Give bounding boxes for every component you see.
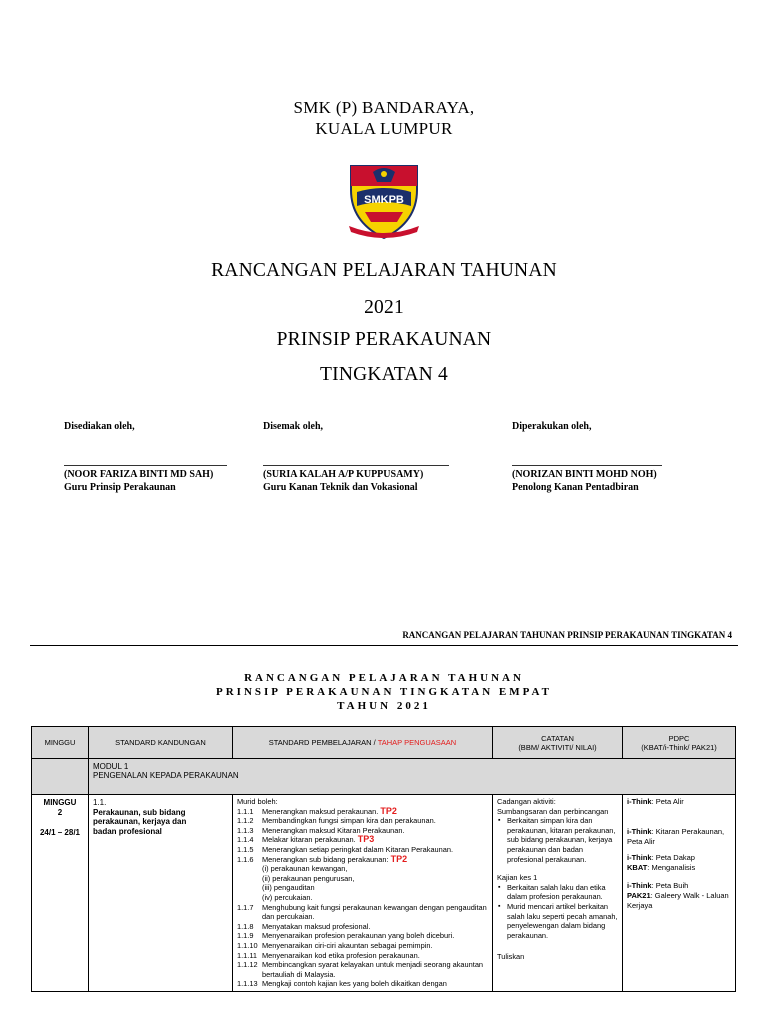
- sp-item: [237, 893, 488, 903]
- sp-desc: Menerangkan maksud perakaunan. TP2: [262, 805, 397, 816]
- doc-form: TINGKATAN 4: [320, 364, 448, 385]
- school-name-line2: KUALA LUMPUR: [315, 119, 453, 138]
- catatan-bullet: ▪ Murid mencari artikel berkaitan salah laku seperti pecah amanah, penyelewengan dalam bidang perakaunan.: [497, 902, 618, 940]
- catatan-kajian: Kajian kes 1: [497, 873, 538, 883]
- catatan-bullet: ▪ Berkaitan simpan kira dan perakaunan, kitaran perakaunan, sub bidang perakaunan, kerjaya perakaunan dan badan profesional perakaunan.: [497, 816, 618, 864]
- catatan-bullet: ▪ Berkaitan salah laku dan etika dalam profesion perakaunan.: [497, 883, 618, 902]
- signature-post: Guru Kanan Teknik dan Vokasional: [263, 482, 418, 493]
- signature-post: Guru Prinsip Perakaunan: [64, 482, 176, 493]
- sp-code: 1.1.10: [237, 940, 258, 950]
- signature-line: [512, 465, 662, 466]
- sp-code: 1.1.12: [237, 960, 258, 970]
- sp-code: 1.1.4: [237, 835, 254, 845]
- sk-text: Perakaunan, sub bidang perakaunan, kerjaya dan badan profesional: [93, 807, 187, 836]
- doc-year: 2021: [364, 297, 404, 318]
- catatan-tail: Tuliskan: [497, 952, 525, 962]
- table-header-row: [32, 727, 736, 759]
- catatan-intro2: Sumbangsaran dan perbincangan: [497, 806, 609, 816]
- week-dates: 24/1 – 28/1: [39, 828, 81, 837]
- sp-code: 1.1.2: [237, 816, 254, 826]
- pdpc-header-l1: PDPC: [668, 733, 690, 743]
- tahap-penguasaan-badge: TP2: [380, 805, 397, 816]
- signature-name: (NORIZAN BINTI MOHD NOH): [512, 469, 657, 480]
- sp-desc: Membincangkan syarat kelayakan untuk menjadi seorang akauntan bertauliah di Malaysia.: [262, 960, 484, 979]
- sk-number: 1.1.: [93, 798, 107, 807]
- signature-name: (SURIA KALAH A/P KUPPUSAMY): [263, 469, 424, 480]
- sp-desc: Menerangkan setiap peringkat dalam Kitaran Perakaunan.: [262, 844, 454, 854]
- sp-item: [237, 845, 488, 855]
- doc-title: RANCANGAN PELAJARAN TAHUNAN: [211, 260, 557, 281]
- pdpc-item: i-Think: Peta Alir: [627, 797, 684, 806]
- module-label: MODUL 1: [93, 762, 129, 771]
- module-cell: [89, 759, 736, 795]
- sp-desc: Menyenaraikan ciri-ciri akauntan sebagai pemimpin.: [262, 940, 433, 950]
- sp-desc: Menyenaraikan profesion perakaunan yang boleh diceburi.: [262, 931, 455, 941]
- catatan-header-l2: (BBM/ AKTIVITI/ NILAI): [518, 742, 597, 752]
- tahap-penguasaan-badge: TP2: [390, 853, 408, 864]
- signature-role: Diperakukan oleh,: [512, 421, 592, 432]
- sp-desc: (ii) perakaunan pengurusan,: [262, 873, 355, 883]
- sp-item: [237, 883, 488, 893]
- week-number: 2: [57, 808, 63, 817]
- sp-item: [237, 979, 488, 989]
- sp-desc: (i) perakaunan kewangan,: [262, 864, 348, 874]
- sp-item: [237, 951, 488, 961]
- module-row-blank: [32, 759, 89, 795]
- pdpc-item: i-Think: Peta Buih: [627, 881, 689, 890]
- sp-desc: Menyenaraikan kod etika profesion perakaunan.: [262, 950, 420, 960]
- sp-code: [237, 864, 262, 874]
- sp-code: 1.1.7: [237, 902, 254, 912]
- sp-code: 1.1.1: [237, 806, 254, 816]
- sp-header-text: STANDARD PEMBELAJARAN /: [268, 738, 378, 747]
- sp-item: [237, 835, 488, 845]
- sp-desc: Menyatakan maksud profesional.: [262, 921, 371, 931]
- sp-desc: (iii) pengauditan: [262, 883, 315, 893]
- sp-item: [237, 807, 488, 817]
- signature-name: (NOOR FARIZA BINTI MD SAH): [64, 469, 214, 480]
- sp-code: 1.1.9: [237, 931, 254, 941]
- logo-text: SMKPB: [364, 194, 404, 206]
- sp-desc: Menghubung kait fungsi perakaunan kewangan dengan pengauditan dan percukaian.: [262, 902, 487, 922]
- sp-item: [237, 864, 488, 874]
- table-row: [32, 795, 736, 992]
- doc-subject: PRINSIP PERAKAUNAN: [276, 329, 492, 350]
- sp-code: [237, 893, 262, 903]
- sp-desc: Melakar kitaran perakaunan. TP3: [262, 834, 375, 845]
- week-label: MINGGU: [43, 798, 77, 807]
- sp-code: 1.1.6: [237, 854, 254, 864]
- catatan-list-1: [497, 816, 618, 864]
- sp-item: [237, 931, 488, 941]
- sp-desc: Mengkaji contoh kajian kes yang boleh dikaitkan dengan: [262, 979, 447, 989]
- col-header-minggu: MINGGU: [32, 727, 89, 759]
- sp-code: 1.1.8: [237, 921, 254, 931]
- sp-item: [237, 874, 488, 884]
- report-title: RANCANGAN PELAJARAN TAHUNAN: [244, 672, 524, 684]
- sp-code: [237, 874, 262, 884]
- tp-header-text: TAHAP PENGUASAAN: [377, 738, 457, 747]
- signature-line: [64, 465, 227, 466]
- sp-item: [237, 855, 488, 865]
- signature-role: Disediakan oleh,: [64, 421, 135, 432]
- col-header-sk: STANDARD KANDUNGAN: [89, 727, 233, 759]
- sp-cell: [233, 795, 493, 992]
- tahap-penguasaan-badge: TP3: [357, 834, 375, 845]
- sp-item: [237, 903, 488, 922]
- sp-list: [237, 807, 488, 989]
- sp-code: 1.1.5: [237, 844, 254, 854]
- plan-table: [31, 726, 736, 992]
- module-name: PENGENALAN KEPADA PERAKAUNAN: [93, 771, 239, 780]
- sp-item: [237, 941, 488, 951]
- page-header: RANCANGAN PELAJARAN TAHUNAN PRINSIP PERAKAUNAN TINGKATAN 4: [402, 630, 732, 640]
- pdpc-item: KBAT: Menganalisis: [627, 863, 696, 872]
- catatan-cell: [493, 795, 623, 992]
- catatan-intro1: Cadangan aktiviti:: [497, 797, 556, 806]
- pdpc-item: i-Think: Kitaran Perakaunan, Peta Alir: [627, 827, 725, 846]
- school-logo: [343, 160, 425, 240]
- sp-desc: Menerangkan maksud Kitaran Perakaunan.: [262, 825, 405, 835]
- report-subtitle: PRINSIP PERAKAUNAN TINGKATAN EMPAT: [216, 686, 552, 698]
- pdpc-cell: [623, 795, 736, 992]
- pdpc-item: PAK21: Galeery Walk - Laluan Kerjaya: [627, 891, 729, 910]
- sp-item: [237, 960, 488, 979]
- signature-role: Disemak oleh,: [263, 421, 323, 432]
- school-name-line1: SMK (P) BANDARAYA,: [293, 98, 475, 117]
- col-header-pdpc: [623, 727, 736, 759]
- sp-intro: Murid boleh:: [237, 797, 278, 806]
- catatan-header-l1: CATATAN: [541, 733, 574, 743]
- signature-post: Penolong Kanan Pentadbiran: [512, 482, 639, 493]
- sp-code: [237, 883, 262, 893]
- sp-item: [237, 816, 488, 826]
- sp-code: 1.1.11: [237, 950, 257, 960]
- col-header-catatan: [493, 727, 623, 759]
- sk-cell: [89, 795, 233, 992]
- report-year: TAHUN 2021: [337, 700, 431, 712]
- header-divider: [30, 645, 738, 646]
- sp-code: 1.1.3: [237, 825, 254, 835]
- module-row: [32, 759, 736, 795]
- sp-item: [237, 922, 488, 932]
- sp-desc: Menerangkan sub bidang perakaunan: TP2: [262, 853, 408, 864]
- col-header-sp: [233, 727, 493, 759]
- sp-code: 1.1.13: [237, 979, 258, 989]
- pdpc-item: i-Think: Peta Dakap: [627, 853, 695, 862]
- signature-line: [263, 465, 449, 466]
- sp-desc: Membandingkan fungsi simpan kira dan perakaunan.: [262, 816, 436, 826]
- pdpc-header-l2: (KBAT/i-Think/ PAK21): [641, 742, 717, 752]
- sp-desc: (iv) percukaian.: [262, 892, 313, 902]
- catatan-list-2: [497, 883, 618, 941]
- week-cell: [32, 795, 89, 992]
